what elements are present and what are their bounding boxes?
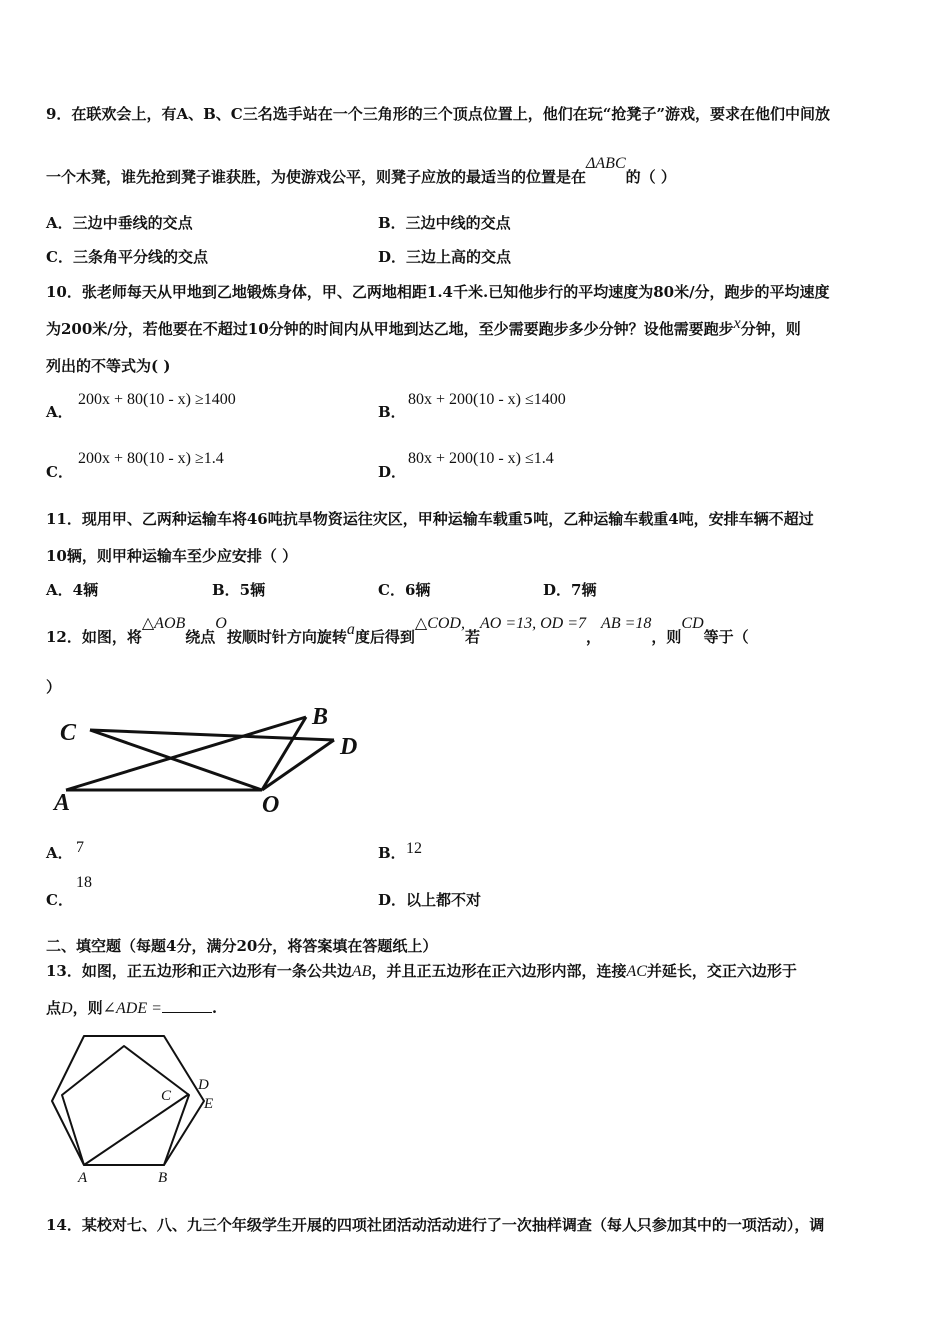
q9-line2: [46, 155, 676, 187]
q9-math-abc: ΔABC: [586, 155, 626, 172]
q13-math-ab: AB: [351, 963, 372, 980]
q12-option-d: D．以上都不对: [378, 891, 482, 909]
q13-text-4: 点: [46, 999, 62, 1017]
q9-option-a: A．三边中垂线的交点: [46, 214, 193, 232]
q10-line2-text: 为200米/分，若他要在不超过10分钟的时间内从甲地到达乙地，至少需要跑步多少分钟？设他需要跑步: [46, 320, 734, 338]
q12-text-2: 绕点: [185, 628, 216, 646]
q12-text-6: ，: [586, 628, 602, 646]
q11-option-c: C．6辆: [378, 581, 431, 599]
q12-math-o: O: [215, 615, 227, 632]
q13-line2: [46, 997, 217, 1018]
label-a: A: [54, 790, 71, 816]
q10-option-c-label: C．: [46, 463, 73, 481]
q12-text-3: 按顺时针方向旋转: [226, 628, 347, 646]
segment-do: [262, 740, 334, 790]
q9-option-c: C．三条角平分线的交点: [46, 248, 208, 266]
q12-math-ao-od: AO =13, OD =7: [480, 615, 587, 632]
section-fill-in-title: 二、填空题（每题4分，满分20分，将答案填在答题纸上）: [46, 937, 438, 955]
q13-math-angle-ade: ∠ADE =: [102, 1000, 162, 1017]
q12-text-4: 度后得到: [354, 628, 415, 646]
label-b: B: [312, 704, 329, 730]
q12-text-8: 等于（: [703, 628, 749, 646]
q10-option-c-expr: 200x + 80(10 - x) ≥1.4: [78, 450, 224, 467]
q12-text-5: 若: [464, 628, 480, 646]
label-d: D: [340, 734, 358, 760]
q10-line3: 列出的不等式为( ): [46, 357, 171, 375]
regular-hexagon: [52, 1036, 204, 1165]
q13-math-d: D: [61, 1000, 73, 1017]
q12-math-cd: CD: [681, 615, 704, 632]
regular-pentagon: [62, 1046, 189, 1165]
q9-option-d: D．三边上高的交点: [378, 248, 512, 266]
q12-option-a-value: 7: [76, 839, 84, 856]
q10-line2-end: 分钟，则: [740, 320, 801, 338]
q12-line2: ）: [46, 678, 62, 696]
q12-math-cod: △COD,: [414, 615, 465, 632]
q13-text-3: 并延长，交正六边形于: [646, 962, 797, 980]
q13-line1: [46, 960, 797, 981]
label-e: E: [204, 1096, 214, 1112]
q12-math-aob: △AOB: [141, 615, 186, 632]
segment-acd: [84, 1094, 189, 1165]
q13-pentagon-hexagon-figure: [44, 1028, 234, 1188]
q13-math-ac: AC: [626, 963, 647, 980]
label-a: A: [78, 1170, 88, 1186]
q13-text-1: 13．如图，正五边形和正六边形有一条公共边: [46, 962, 352, 980]
q13-text-2: ，并且正五边形在正六边形内部，连接: [371, 962, 627, 980]
q10-option-b-label: B．: [378, 403, 406, 421]
q12-text-7: ，则: [651, 628, 682, 646]
q12-math-ab: AB =18: [601, 615, 652, 632]
q10-option-d-expr: 80x + 200(10 - x) ≤1.4: [408, 450, 554, 467]
q10-option-d-label: D．: [378, 463, 407, 481]
q12-math-a: a: [346, 621, 355, 638]
q14-line1: 14．某校对七、八、九三个年级学生开展的四项社团活动活动进行了一次抽样调查（每人只参加其中的一项活动），调: [46, 1216, 825, 1234]
q10-math-x: x: [733, 315, 741, 332]
q13-text-5: ，则: [72, 999, 103, 1017]
q10-option-b-expr: 80x + 200(10 - x) ≤1400: [408, 391, 566, 408]
label-c: C: [161, 1088, 172, 1104]
label-o: O: [262, 792, 280, 818]
q12-option-a-label: A．: [46, 844, 73, 862]
q11-option-b: B．5辆: [212, 581, 266, 599]
q10-option-a-label: A．: [46, 403, 73, 421]
q9-option-b: B．三边中线的交点: [378, 214, 511, 232]
q10-line1: 10．张老师每天从甲地到乙地锻炼身体，甲、乙两地相距1.4千米.已知他步行的平均速度为80米/分，跑步的平均速度: [46, 283, 830, 301]
q12-option-c-value: 18: [76, 874, 92, 891]
q11-line2: 10辆，则甲种运输车至少应安排（ ）: [46, 547, 298, 565]
q12-option-c-label: C．: [46, 891, 73, 909]
label-d: D: [198, 1077, 209, 1093]
q11-option-a: A．4辆: [46, 581, 99, 599]
q9-line1: 9．在联欢会上，有A、B、C三名选手站在一个三角形的三个顶点位置上，他们在玩“抢凳子”游戏，要求在他们中间放: [46, 105, 830, 123]
q9-line2-text: 一个木凳，谁先抢到凳子谁获胜，为使游戏公平，则凳子应放的最适当的位置是在: [46, 168, 587, 186]
answer-blank[interactable]: [162, 998, 212, 1013]
q13-text-6: .: [211, 999, 218, 1017]
q9-line2-end: 的（ ）: [625, 168, 676, 186]
label-c: C: [60, 720, 77, 746]
label-b: B: [158, 1170, 168, 1186]
q10-line2: [46, 315, 801, 339]
q12-option-b-label: B．: [378, 844, 406, 862]
q12-text-1: 12．如图，将: [46, 628, 142, 646]
q11-option-d: D．7辆: [543, 581, 597, 599]
q12-rotation-figure: [50, 700, 380, 825]
q12-line1: [46, 615, 749, 647]
q12-option-b-value: 12: [406, 840, 422, 857]
q10-option-a-expr: 200x + 80(10 - x) ≥1400: [78, 391, 236, 408]
q11-line1: 11．现用甲、乙两种运输车将46吨抗旱物资运往灾区，甲种运输车载重5吨，乙种运输车载重4吨，安排车辆不超过: [46, 510, 814, 528]
